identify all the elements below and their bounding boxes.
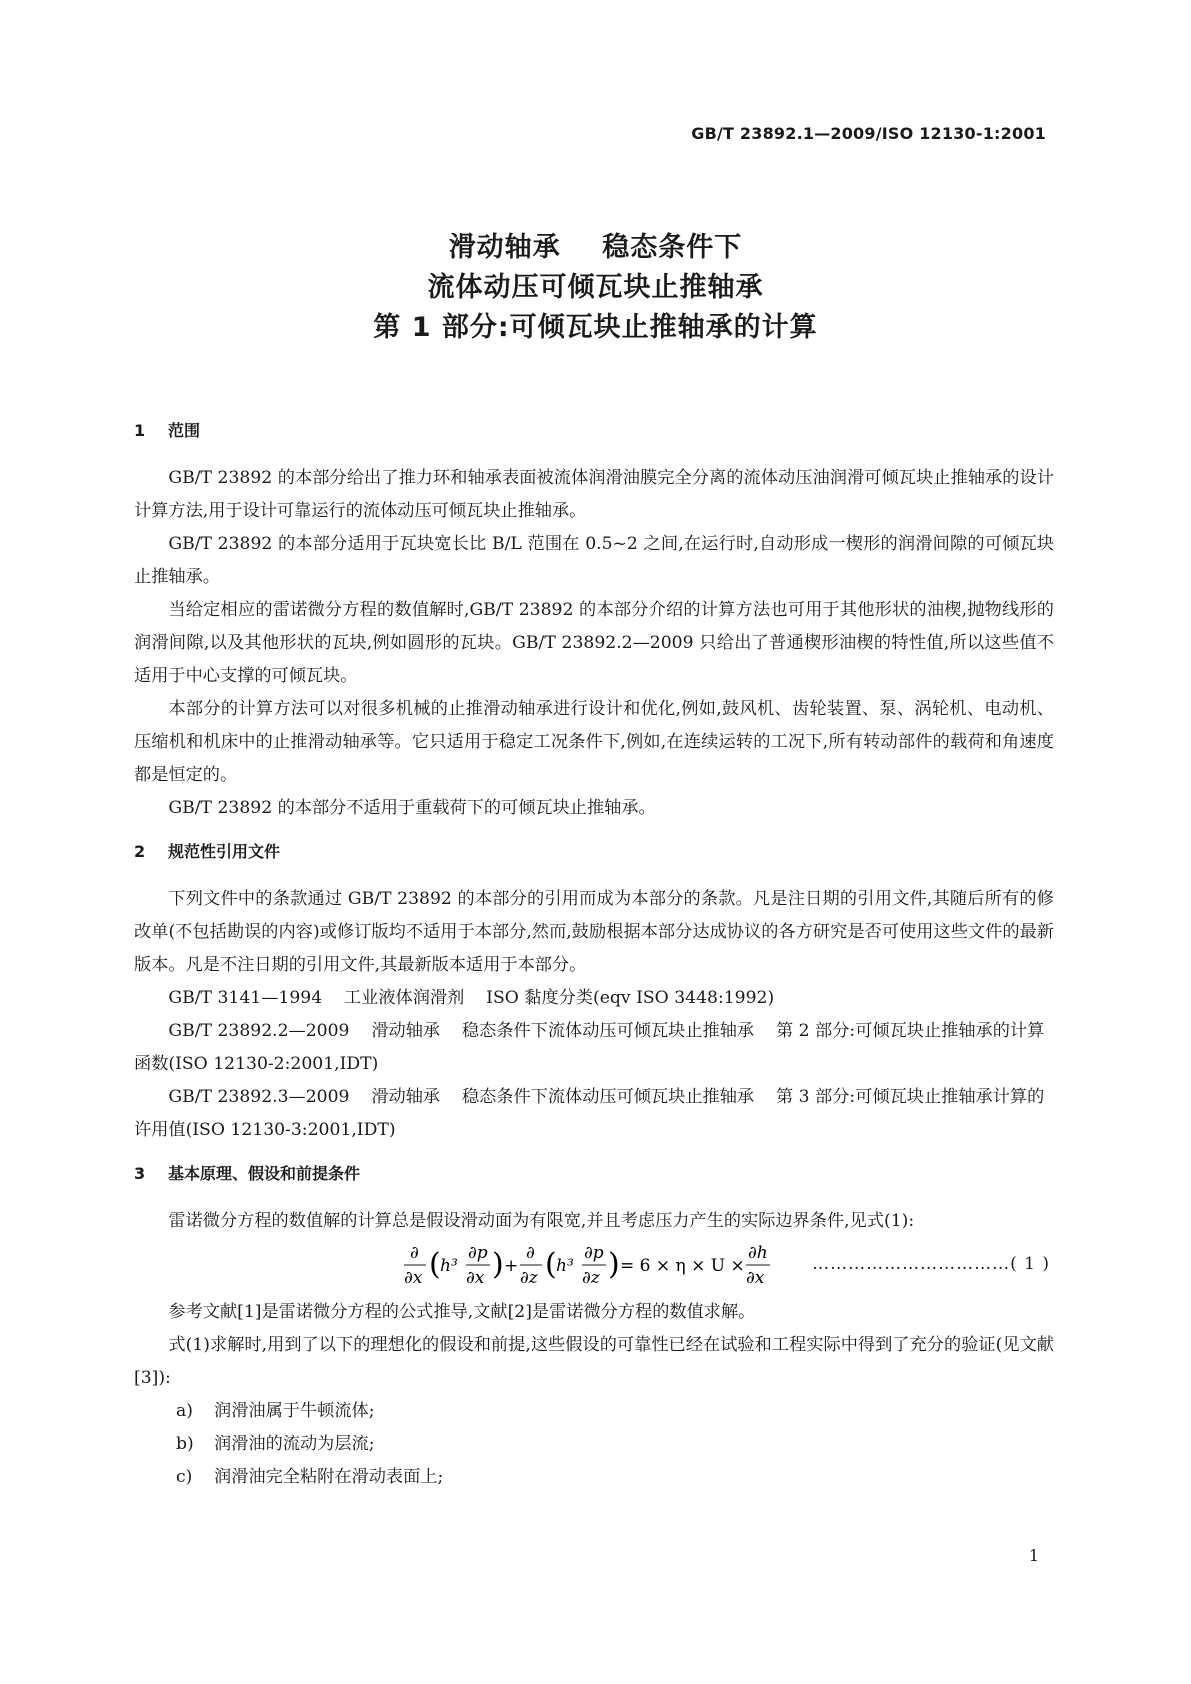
- eq-dz: ∂z: [582, 1268, 600, 1288]
- list-item: [134, 1461, 1054, 1494]
- eq-partial-z: ∂z: [520, 1268, 538, 1288]
- eq-partial: ∂: [410, 1243, 419, 1263]
- list-item-marker: a): [176, 1401, 193, 1421]
- eq-paren-close: ): [608, 1247, 620, 1282]
- section-3-number: 3: [134, 1164, 146, 1183]
- section-2-title: 规范性引用文件: [168, 842, 281, 861]
- equation-label: ( 1 ): [1010, 1254, 1050, 1274]
- section-1-paragraph: 当给定相应的雷诺微分方程的数值解时,GB/T 23892 的本部分介绍的计算方法也可用于其他形状的油楔,抛物线形的润滑间隙,以及其他形状的瓦块,例如圆形的瓦块。GB/T 23892.2—2009 只给出了普通楔形油楔的特性值,所以这些值不适用于中心支撑的可倾瓦块。: [134, 600, 1054, 686]
- list-item: [134, 1428, 1054, 1461]
- section-1-paragraph: 本部分的计算方法可以对很多机械的止推滑动轴承进行设计和优化,例如,鼓风机、齿轮装置、泵、涡轮机、电动机、压缩机和机床中的止推滑动轴承等。它只适用于稳定工况条件下,例如,在连续运转的工况下,所有转动部件的载荷和角速度都是恒定的。: [134, 699, 1054, 785]
- reynolds-equation: [134, 1240, 1054, 1292]
- reference-item: GB/T 3141—1994 工业液体润滑剂 ISO 黏度分类(eqv ISO 3448:1992): [168, 988, 775, 1008]
- equation-leader-dots: ……………………………: [812, 1254, 1011, 1274]
- eq-plus: +: [504, 1256, 519, 1276]
- eq-h3: h³: [556, 1256, 574, 1276]
- eq-partial: ∂: [526, 1243, 535, 1263]
- section-3-paragraph: 参考文献[1]是雷诺微分方程的公式推导,文献[2]是雷诺微分方程的数值求解。: [168, 1302, 756, 1322]
- list-item-marker: c): [176, 1467, 193, 1487]
- standard-number: GB/T 23892.1—2009/ISO 12130-1:2001: [691, 124, 1046, 143]
- title-line-2: 流体动压可倾瓦块止推轴承: [427, 272, 764, 303]
- section-2-number: 2: [134, 842, 146, 861]
- list-item-text: 润滑油的流动为层流;: [214, 1434, 375, 1454]
- document-title: [0, 228, 1191, 348]
- page-number: 1: [1028, 1546, 1039, 1565]
- eq-paren-close: ): [492, 1247, 504, 1282]
- document-body: [134, 418, 1054, 1494]
- equation-number: [812, 1254, 1050, 1274]
- list-item-text: 润滑油完全粘附在滑动表面上;: [214, 1467, 444, 1487]
- section-3-title: 基本原理、假设和前提条件: [168, 1164, 361, 1183]
- section-1-heading: [134, 418, 1054, 444]
- reynolds-equation-svg: [404, 1240, 864, 1292]
- eq-dh: ∂h: [748, 1243, 768, 1263]
- eq-partial-x: ∂x: [404, 1268, 423, 1288]
- section-1-paragraph: GB/T 23892 的本部分适用于瓦块宽长比 B/L 范围在 0.5~2 之间,在运行时,自动形成一楔形的润滑间隙的可倾瓦块止推轴承。: [134, 534, 1054, 587]
- section-3-intro: 雷诺微分方程的数值解的计算总是假设滑动面为有限宽,并且考虑压力产生的实际边界条件,见式(1):: [168, 1211, 915, 1231]
- eq-paren-open: (: [545, 1247, 557, 1282]
- title-line-3: 第 1 部分:可倾瓦块止推轴承的计算: [373, 312, 818, 343]
- section-1-paragraph: GB/T 23892 的本部分给出了推力环和轴承表面被流体润滑油膜完全分离的流体动压油润滑可倾瓦块止推轴承的设计计算方法,用于设计可靠运行的流体动压可倾瓦块止推轴承。: [134, 468, 1054, 521]
- section-1-title: 范围: [168, 421, 201, 440]
- title-line-1: 滑动轴承 稳态条件下: [448, 232, 743, 263]
- section-3-paragraph: 式(1)求解时,用到了以下的理想化的假设和前提,这些假设的可靠性已经在试验和工程实际中得到了充分的验证(见文献[3]):: [134, 1335, 1054, 1388]
- eq-paren-open: (: [429, 1247, 441, 1282]
- eq-dx: ∂x: [466, 1268, 485, 1288]
- eq-dp: ∂p: [468, 1243, 488, 1263]
- reference-item: GB/T 23892.2—2009 滑动轴承 稳态条件下流体动压可倾瓦块止推轴承 第 2 部分:可倾瓦块止推轴承的计算函数(ISO 12130-2:2001,IDT): [134, 1021, 1045, 1074]
- section-2-intro: 下列文件中的条款通过 GB/T 23892 的本部分的引用而成为本部分的条款。凡是注日期的引用文件,其随后所有的修改单(不包括勘误的内容)或修订版均不适用于本部分,然而,鼓励根据本部分达成协议的各方研究是否可使用这些文件的最新版本。凡是不注日期的引用文件,其最新版本适用于本部分。: [134, 889, 1054, 975]
- eq-h3: h³: [440, 1256, 458, 1276]
- eq-dx: ∂x: [746, 1268, 765, 1288]
- list-item-marker: b): [176, 1434, 194, 1454]
- list-item: [134, 1395, 1054, 1428]
- section-1-paragraph: GB/T 23892 的本部分不适用于重载荷下的可倾瓦块止推轴承。: [168, 798, 656, 818]
- section-2-heading: [134, 839, 1054, 865]
- section-3-heading: [134, 1161, 1054, 1187]
- eq-rhs: = 6 × η × U ×: [620, 1256, 745, 1276]
- eq-dp: ∂p: [584, 1243, 604, 1263]
- list-item-text: 润滑油属于牛顿流体;: [214, 1401, 375, 1421]
- reference-item: GB/T 23892.3—2009 滑动轴承 稳态条件下流体动压可倾瓦块止推轴承 第 3 部分:可倾瓦块止推轴承计算的许用值(ISO 12130-3:2001,IDT): [134, 1087, 1045, 1140]
- section-1-number: 1: [134, 421, 146, 440]
